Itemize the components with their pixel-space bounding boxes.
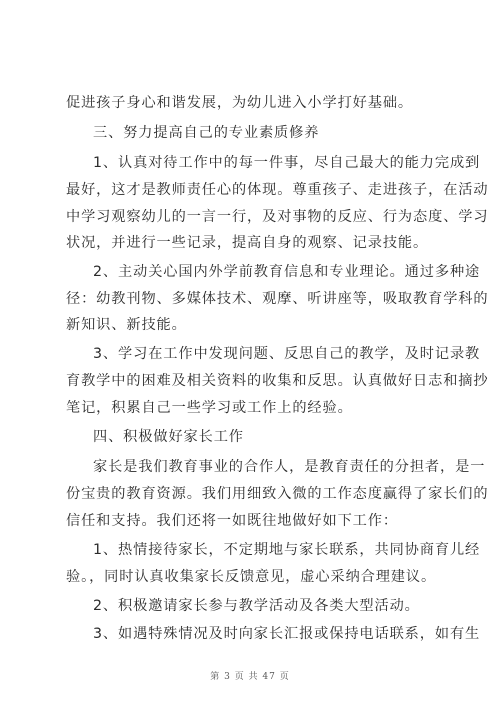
text-line: 3、学习在工作中发现问题、反思自己的教学，及时记录教: [93, 346, 481, 362]
text-line: 家长是我们教育事业的合作人，是教育责任的分担者，是一: [93, 459, 486, 475]
text-line: 信任和支持。我们还将一如既往地做好如下工作：: [66, 513, 398, 529]
text-line: 促进孩子身心和谐发展，为幼儿进入小学打好基础。: [66, 95, 414, 111]
text-line: 1、认真对待工作中的每一件事，尽自己最大的能力完成到: [93, 155, 481, 171]
text-line: 最好，这才是教师责任心的体现。尊重孩子、走进孩子，在活动: [66, 182, 489, 198]
text-line: 验。，同时认真收集家长反馈意见，虚心采纳合理建议。: [66, 569, 437, 585]
text-line: 笔记，积累自己一些学习或工作上的经验。: [66, 400, 353, 416]
text-line: 新知识、新技能。: [66, 317, 187, 333]
text-line: 2、主动关心国内外学前教育信息和专业理论。通过多种途: [93, 264, 481, 280]
text-line: 1、热情接待家长，不定期地与家长联系，共同协商育儿经: [93, 542, 481, 558]
text-line: 中学习观察幼儿的一言一行，及对事物的反应、行为态度、学习: [66, 209, 489, 225]
text-line: 2、积极邀请家长参与教学活动及各类大型活动。: [93, 598, 420, 614]
text-line: 3、如遇特殊情况及时向家长汇报或保持电话联系，如有生: [93, 626, 481, 642]
text-line: 径：幼教刊物、多媒体技术、观摩、听讲座等，吸取教育学科的: [66, 291, 489, 307]
page-number-footer: 第 3 页 共 47 页: [210, 672, 290, 682]
text-line: 育教学中的困难及相关资料的收集和反思。认真做好日志和摘抄: [66, 373, 489, 389]
text-line: 份宝贵的教育资源。我们用细致入微的工作态度赢得了家长们的: [66, 486, 489, 502]
section-heading: 三、努力提高自己的专业素质修养: [93, 125, 320, 141]
section-heading: 四、积极做好家长工作: [93, 429, 244, 445]
text-line: 状况，并进行一些记录，提高自身的观察、记录技能。: [66, 235, 429, 251]
